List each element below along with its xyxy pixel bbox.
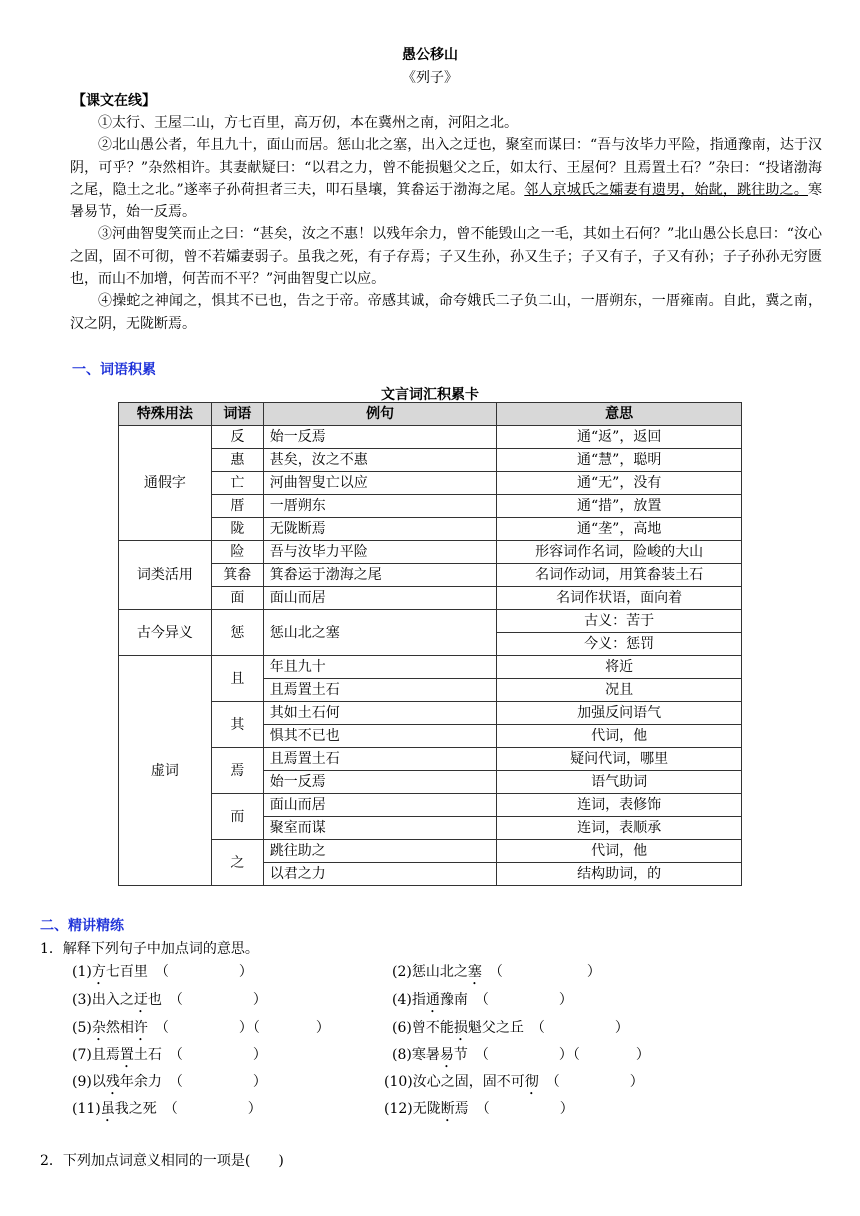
answer-blank[interactable]: （ ） <box>481 992 573 1008</box>
answer-blank[interactable]: （ ） <box>552 1074 644 1090</box>
paragraph-2: ②北山愚公者，年且九十，面山而居。惩山北之塞，出入之迂也，聚室而谋曰：“吾与汝毕力平险，指通豫南，达于汉阴，可乎？”杂然相许。其妻献疑曰：“以君之力，曾不能损魁父之丘，如太行、王屋何？且焉置土石？”杂曰：“投诸渤海之尾，隐土之北。”遂率子孙荷担者三夫，叩石垦壤，箕畚运于渤海之尾。邻人京城氏之孀妻有遗男，始龀，跳往助之。寒暑易节，始一反焉。 <box>70 137 823 221</box>
question-2: 2．下列加点词意义相同的一项是( ) <box>40 1153 284 1169</box>
table-caption: 文言词汇积累卡 <box>381 387 479 403</box>
exercise-item: (7)且焉置土石 （ ） <box>72 1047 267 1063</box>
table-row: 面 面山而居 名词作状语，面向着 <box>119 587 742 610</box>
table-header: 词语 <box>211 403 263 426</box>
table-row: 箕畚 箕畚运于渤海之尾 名词作动词，用箕畚装土石 <box>119 564 742 587</box>
classical-text <box>70 112 822 335</box>
table-row: 之 跳往助之 代词，他 <box>119 840 742 863</box>
answer-blank[interactable]: （ ） <box>170 1101 262 1117</box>
table-row: 其 其如土石何 加强反问语气 <box>119 702 742 725</box>
group-cell: 词类活用 <box>119 541 212 610</box>
table-row: 始一反焉 语气助词 <box>119 771 742 794</box>
exercise-item: (8)寒暑易节 （ ）（ ） <box>392 1047 650 1063</box>
table-row: 惠 甚矣，汝之不惠 通“慧”，聪明 <box>119 449 742 472</box>
paragraph-1: ①太行、王屋二山，方七百里，高万仞，本在冀州之南，河阳之北。 <box>98 115 518 131</box>
section-heading-practice: 二、精讲精练 <box>40 918 124 934</box>
question-1: 1．解释下列句子中加点词的意思。 <box>40 941 259 957</box>
table-row: 通假字 反 始一反焉 通“返”，返回 <box>119 426 742 449</box>
underlined-sentence: 邻人京城氏之孀妻有遗男，始龀，跳往助之。 <box>524 181 809 198</box>
table-row: 古今异义 惩 惩山北之塞 古义：苦于 <box>119 610 742 633</box>
table-row: 虚词 且 年且九十 将近 <box>119 656 742 679</box>
table-row: 而 面山而居 连词，表修饰 <box>119 794 742 817</box>
table-row: 今义：惩罚 <box>119 633 742 656</box>
exercise-item: (9)以残年余力 （ ） <box>72 1074 267 1090</box>
text-heading: 【课文在线】 <box>72 93 156 109</box>
answer-blank[interactable]: （ ） <box>161 964 253 980</box>
exercise-item: (6)曾不能损魁父之丘 （ ） <box>392 1020 629 1036</box>
table-row: 焉 且焉置土石 疑问代词，哪里 <box>119 748 742 771</box>
exercise-item: (10)汝心之固，固不可彻 （ ） <box>384 1074 644 1090</box>
exercise-item: (3)出入之迂也 （ ） <box>72 992 267 1008</box>
answer-blank[interactable]: （ ）（ ） <box>161 1020 330 1036</box>
answer-blank[interactable]: （ ） <box>175 1047 267 1063</box>
group-cell: 虚词 <box>119 656 212 886</box>
exercise-item: (5)杂然相许 （ ）（ ） <box>72 1020 330 1036</box>
author: 《列子》 <box>402 70 458 86</box>
group-cell: 古今异义 <box>119 610 212 656</box>
table-row: 聚室而谋 连词，表顺承 <box>119 817 742 840</box>
table-row: 厝 一厝朔东 通“措”，放置 <box>119 495 742 518</box>
exercise-item: (12)无陇断焉 （ ） <box>384 1101 574 1117</box>
table-row: 惧其不已也 代词，他 <box>119 725 742 748</box>
answer-blank[interactable]: （ ） <box>482 1101 574 1117</box>
table-row: 陇 无陇断焉 通“垄”，高地 <box>119 518 742 541</box>
table-header: 特殊用法 <box>119 403 212 426</box>
section-heading-vocab: 一、词语积累 <box>72 362 156 378</box>
exercise-item: (2)惩山北之塞 （ ） <box>392 964 601 980</box>
answer-blank[interactable]: （ ） <box>495 964 601 980</box>
exercise-item: (4)指通豫南 （ ） <box>392 992 573 1008</box>
exercise-item: (1)方七百里 （ ） <box>72 964 253 980</box>
answer-blank[interactable]: （ ） <box>175 992 267 1008</box>
answer-blank[interactable]: （ ） <box>537 1020 629 1036</box>
table-row: 词类活用 险 吾与汝毕力平险 形容词作名词，险峻的大山 <box>119 541 742 564</box>
table-row: 以君之力 结构助词，的 <box>119 863 742 886</box>
answer-blank[interactable]: （ ）（ ） <box>481 1047 650 1063</box>
table-row: 亡 河曲智叟亡以应 通“无”，没有 <box>119 472 742 495</box>
paragraph-4: ④操蛇之神闻之，惧其不已也，告之于帝。帝感其诚，命夸娥氏二子负二山，一厝朔东，一厝雍南。自此，冀之南，汉之阴，无陇断焉。 <box>70 293 822 332</box>
vocab-table <box>118 402 742 886</box>
page-title: 愚公移山 <box>402 47 458 63</box>
table-header: 意思 <box>497 403 742 426</box>
table-header: 例句 <box>263 403 497 426</box>
table-row: 且焉置土石 况且 <box>119 679 742 702</box>
answer-blank[interactable]: （ ） <box>175 1074 267 1090</box>
exercise-item: (11)虽我之死 （ ） <box>72 1101 262 1117</box>
paragraph-3: ③河曲智叟笑而止之曰：“甚矣，汝之不惠！以残年余力，曾不能毁山之一毛，其如土石何？”北山愚公长息曰：“汝心之固，固不可彻，曾不若孀妻弱子。虽我之死，有子存焉；子又生孙，孙又生子；子又有子，子又有孙；子子孙孙无穷匮也，而山不加增，何苦而不平？”河曲智叟亡以应。 <box>70 226 822 288</box>
group-cell: 通假字 <box>119 426 212 541</box>
table-header-row <box>119 403 742 426</box>
